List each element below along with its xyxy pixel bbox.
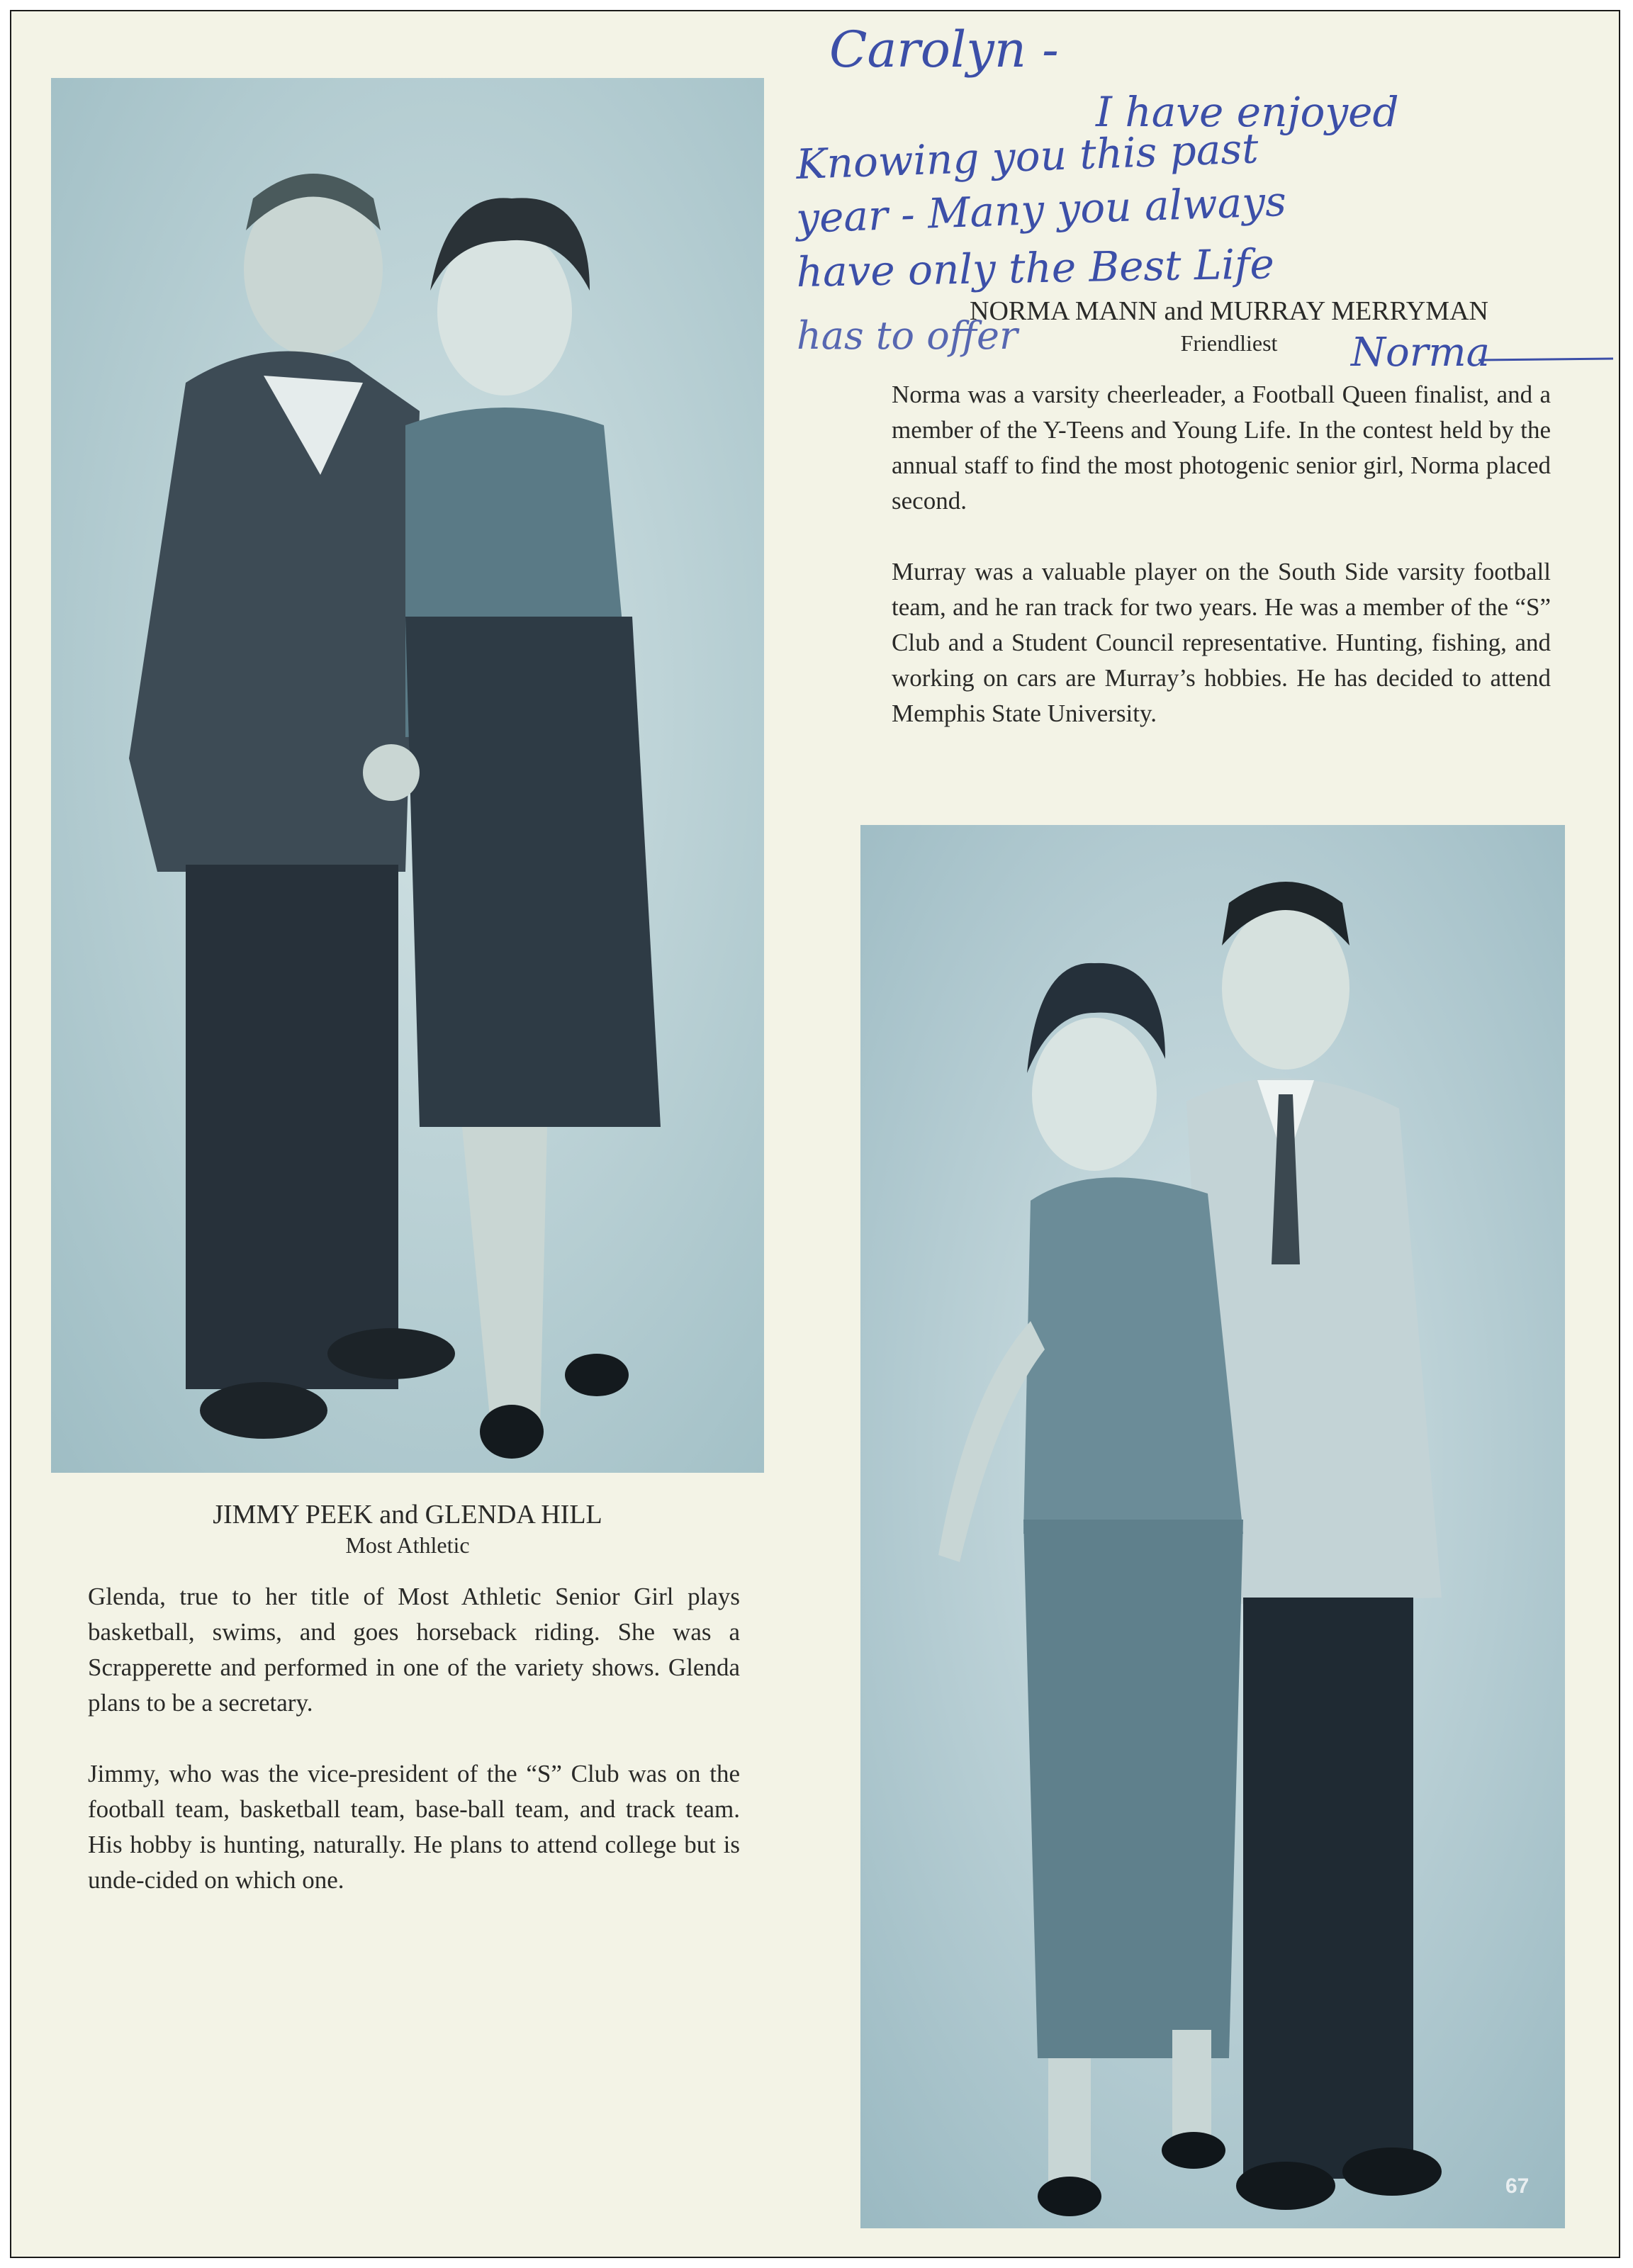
photo-jimmy-glenda	[51, 78, 764, 1473]
photo-norma-murray	[860, 825, 1565, 2228]
left-paragraph-jimmy: Jimmy, who was the vice-president of the “S” Club was on the football team, basketball team, base-ball team, and track team. His hobby is hunting, naturally. He plans to attend college but is unde-cided on which one.	[88, 1760, 740, 1894]
right-paragraph-norma: Norma was a varsity cheerleader, a Football Queen finalist, and a member of the Y-Teens and Young Life. In the contest held by the annual staff to find the most photogenic senior girl, Norma placed second.	[892, 381, 1551, 515]
right-paragraph-murray: Murray was a valuable player on the South Side varsity football team, and he ran track for two years. He was a member of the “S” Club and a Student Council representative. Hunting, fishing, and working on cars are Murray’s hobbies. He has decided to attend Memphis State University.	[892, 558, 1551, 727]
right-names: NORMA MANN and MURRAY MERRYMAN	[970, 296, 1488, 326]
handwritten-inscription	[784, 11, 1627, 380]
inscription-line-4: have only the Best Life	[796, 240, 1275, 296]
left-description	[88, 1579, 740, 1933]
left-names: JIMMY PEEK and GLENDA HILL	[213, 1500, 602, 1529]
inscription-line-5: has to offer	[797, 313, 1018, 358]
inscription-salutation: Carolyn -	[829, 21, 1059, 79]
left-award-title: Most Athletic	[345, 1532, 470, 1558]
inscription-signature: Norma	[1351, 330, 1490, 376]
yearbook-page	[10, 10, 1620, 2258]
inscription-line-3: year - Many you always	[795, 176, 1287, 242]
right-award-title: Friendliest	[1180, 330, 1278, 356]
right-description	[892, 377, 1551, 767]
page-number: 67	[1505, 2174, 1530, 2198]
inscription-line-1: I have enjoyed	[1096, 88, 1399, 136]
inscription-line-2: Knowing you this past	[795, 124, 1259, 189]
left-paragraph-glenda: Glenda, true to her title of Most Athletic Senior Girl plays basketball, swims, and goes horseback riding. She was a Scrapperette and performed in one of the variety shows. Glenda plans to be a secretary.	[88, 1583, 740, 1717]
